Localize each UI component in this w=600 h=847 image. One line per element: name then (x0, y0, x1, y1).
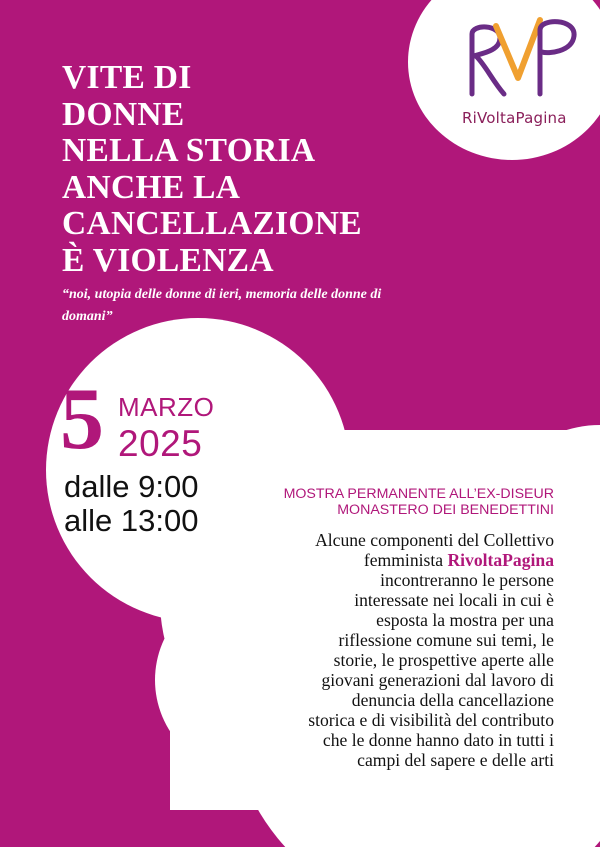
exhibit-line-2: MONASTERO DEI BENEDETTINI (337, 502, 554, 518)
event-month: MARZO (118, 392, 215, 422)
desc-line-1: Alcune componenti del Collettivo (315, 530, 554, 550)
event-description (224, 530, 554, 770)
title-line-1: VITE DI (62, 59, 192, 96)
title-line-5: CANCELLAZIONE (62, 205, 362, 242)
collective-name: RivoltaPagina (447, 550, 554, 570)
title-line-4: ANCHE LA (62, 168, 241, 206)
desc-line-2 (224, 550, 554, 570)
event-day: 5 (60, 371, 104, 468)
desc-line-6: riflessione comune sui temi, le (338, 630, 554, 650)
desc-line-9: denuncia della cancellazione (351, 690, 554, 710)
desc-line-8: giovani generazioni dal lavoro di (321, 670, 554, 690)
event-year: 2025 (118, 423, 203, 464)
title-line-6: È VIOLENZA (62, 241, 274, 279)
desc-line-10: storica e di visibilità del contributo (308, 710, 554, 730)
desc-line-12: campi del sapere e delle arti (357, 750, 554, 770)
desc-line-2-text: femminista (363, 550, 444, 570)
desc-line-11: che le donne hanno dato in tutti i (322, 730, 554, 750)
logo-wordmark: RiVoltaPagina (462, 109, 567, 127)
end-time: alle 13:00 (64, 503, 199, 538)
desc-line-3: incontreranno le persone (380, 570, 554, 590)
exhibit-location (224, 486, 554, 518)
desc-line-4: interessate nei locali in cui è (354, 590, 554, 610)
start-time: dalle 9:00 (64, 469, 199, 504)
title-line-3: NELLA STORIA (62, 132, 316, 169)
title-line-2: DONNE (62, 95, 185, 133)
poster-title (62, 60, 362, 279)
exhibit-line-1: MOSTRA PERMANENTE ALL’EX-DISEUR (283, 486, 554, 502)
desc-line-7: storie, le prospettive aperte alle (333, 650, 554, 670)
quote-subtitle: “noi, utopia delle donne di ieri, memoria delle donne di domani” (62, 287, 382, 324)
desc-line-5: esposta la mostra per una (376, 610, 554, 630)
